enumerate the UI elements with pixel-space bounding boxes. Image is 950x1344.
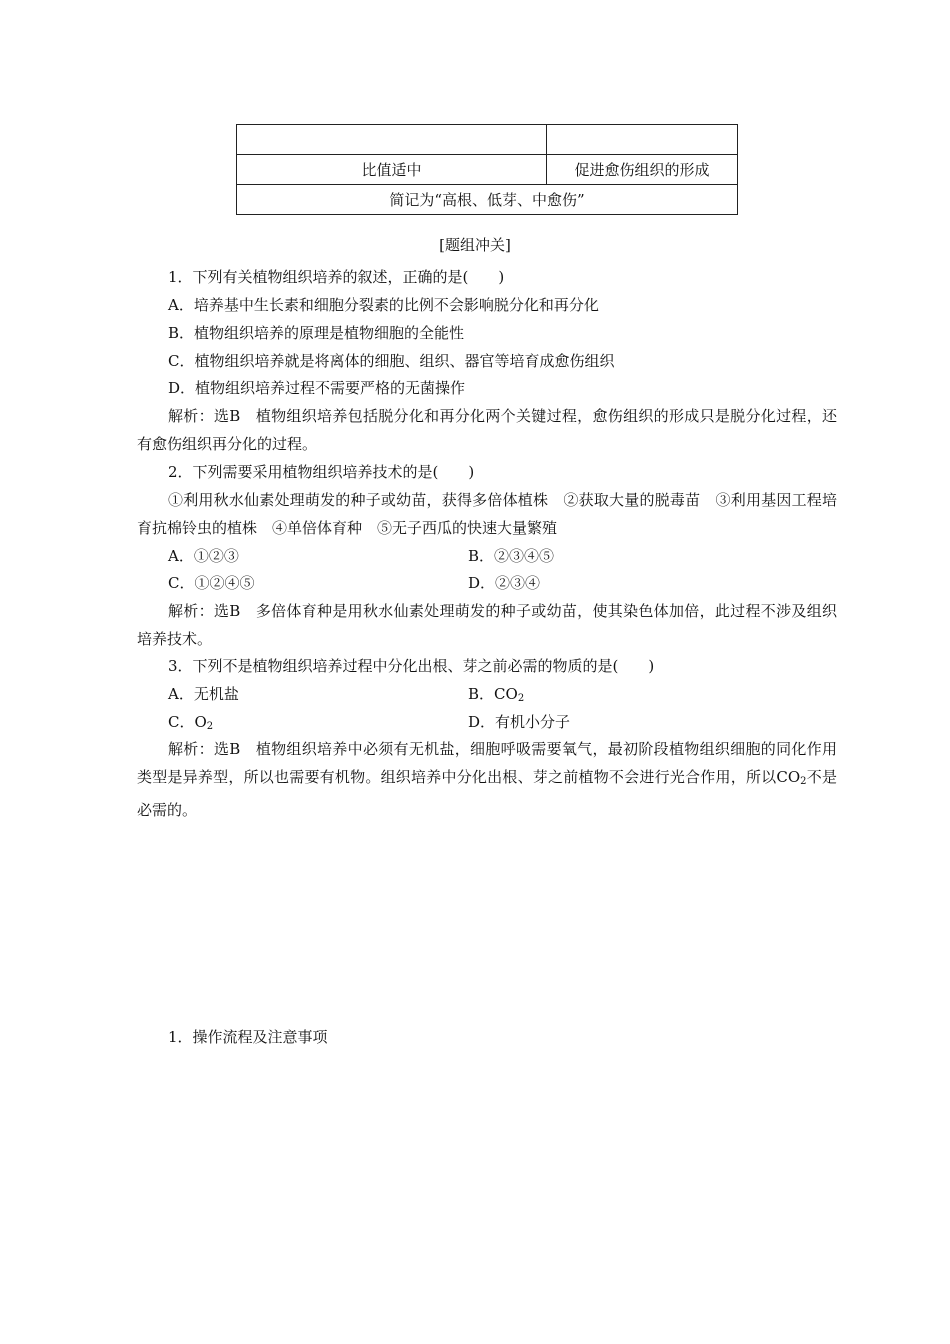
section-heading: 1．操作流程及注意事项	[168, 1028, 328, 1046]
question-1-option-d: D．植物组织培养过程不需要严格的无菌操作	[168, 379, 466, 397]
question-2-options-row-1	[168, 542, 837, 570]
question-2-option-d: D．②③④	[468, 574, 541, 592]
question-1-option-b: B．植物组织培养的原理是植物细胞的全能性	[168, 324, 465, 342]
question-3-option-c: C．$O_2$	[168, 713, 214, 732]
table-row	[237, 125, 738, 155]
table-cell	[237, 125, 547, 155]
question-2-option-b: B．②③④⑤	[468, 547, 555, 565]
question-3-option-d: D．有机小分子	[468, 713, 571, 731]
question-1-stem: 1．下列有关植物组织培养的叙述，正确的是( )	[168, 268, 505, 286]
question-3-stem: 3．下列不是植物组织培养过程中分化出根、芽之前必需的物质的是( )	[168, 657, 655, 675]
question-3-options-row-1	[168, 680, 837, 708]
question-3-analysis: 解析：选B 植物组织培养中必须有无机盐，细胞呼吸需要氧气，最初阶段植物组织细胞的同化作用类型是异养型，所以也需要有机物。组织培养中分化出根、芽之前植物不会进行光合作用，所以$CO_2$不是必需的。	[137, 740, 837, 819]
question-3-option-a: A．无机盐	[168, 685, 239, 703]
question-1-analysis: 解析：选B 植物组织培养包括脱分化和再分化两个关键过程，愈伤组织的形成只是脱分化过程，还有愈伤组织再分化的过程。	[137, 407, 837, 453]
question-2-stem: 2．下列需要采用植物组织培养技术的是( )	[168, 463, 475, 481]
table-cell	[547, 125, 738, 155]
question-1-option-c: C．植物组织培养就是将离体的细胞、组织、器官等培育成愈伤组织	[168, 352, 615, 370]
question-2-options-row-2	[168, 569, 837, 597]
question-2-items: ①利用秋水仙素处理萌发的种子或幼苗，获得多倍体植株 ②获取大量的脱毒苗 ③利用基因工程培育抗棉铃虫的植株 ④单倍体育种 ⑤无子西瓜的快速大量繁殖	[137, 491, 837, 537]
question-2-option-a: A．①②③	[168, 547, 239, 565]
table-cell: 比值适中	[237, 155, 547, 185]
table-row	[237, 185, 738, 215]
table-cell: 促进愈伤组织的形成	[547, 155, 738, 185]
table-row	[237, 155, 738, 185]
section-title: [题组冲关]	[439, 236, 511, 254]
question-2-analysis: 解析：选B 多倍体育种是用秋水仙素处理萌发的种子或幼苗，使其染色体加倍，此过程不涉及组织培养技术。	[137, 602, 837, 648]
question-3-option-b: B．$CO_2$	[468, 685, 525, 704]
question-1-option-a: A．培养基中生长素和细胞分裂素的比例不会影响脱分化和再分化	[168, 296, 599, 314]
question-2-option-c: C．①②④⑤	[168, 574, 255, 592]
table-summary: 简记为“高根、低芽、中愈伤”	[237, 185, 738, 215]
ratio-table	[236, 124, 738, 215]
